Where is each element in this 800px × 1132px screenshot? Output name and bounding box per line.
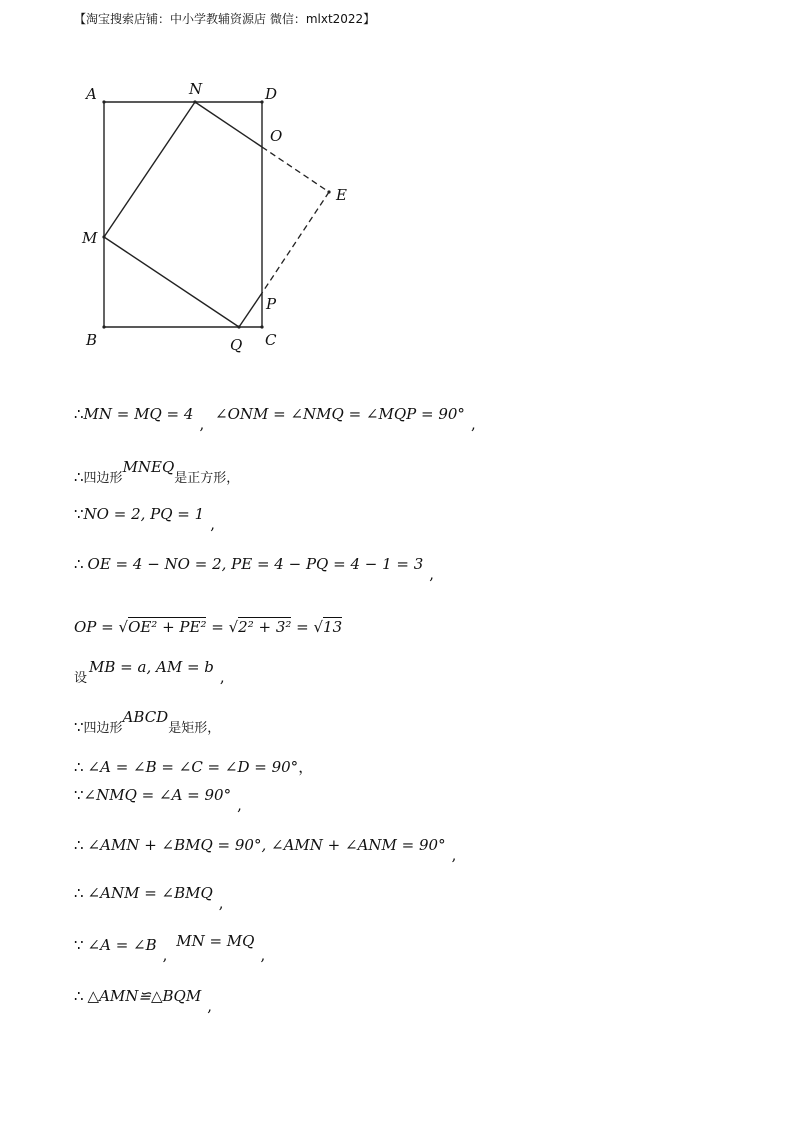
proof-line-8: ∴ ∠A = ∠B = ∠C = ∠D = 90°， bbox=[74, 758, 314, 776]
label-O: O bbox=[270, 127, 283, 145]
proof-line-1: ∴MN = MQ = 4, ∠ONM = ∠NMQ = ∠MQP = 90°, bbox=[74, 405, 476, 433]
proof-line-2: ∴四边形MNEQ是正方形， bbox=[74, 458, 240, 486]
proof-line-9: ∵∠NMQ = ∠A = 90°, bbox=[74, 786, 242, 814]
segment-MN bbox=[104, 102, 195, 237]
segment-MQ bbox=[104, 237, 239, 327]
label-D: D bbox=[265, 85, 278, 103]
proof-line-11: ∴ ∠ANM = ∠BMQ, bbox=[74, 884, 224, 912]
dashed-segment-OE bbox=[262, 147, 329, 192]
label-B: B bbox=[86, 331, 98, 349]
dashed-segment-EP bbox=[262, 192, 329, 293]
label-N: N bbox=[189, 80, 203, 98]
proof-line-13: ∴ △AMN≌△BQM, bbox=[74, 987, 212, 1015]
proof-line-12: ∵ ∠A = ∠B, MN = MQ, bbox=[74, 932, 266, 964]
segment-QP bbox=[239, 293, 262, 327]
label-P: P bbox=[266, 295, 277, 313]
label-M: M bbox=[82, 229, 98, 247]
proof-line-5: OP = √OE² + PE² = √2² + 3² = √13 bbox=[74, 618, 343, 636]
geometry-figure bbox=[0, 0, 800, 380]
page-header: 【淘宝搜索店铺：中小学教辅资源店 微信：mlxt2022】 bbox=[74, 12, 376, 26]
label-E: E bbox=[336, 186, 347, 204]
label-A: A bbox=[86, 85, 97, 103]
proof-line-7: ∵四边形ABCD是矩形， bbox=[74, 708, 221, 736]
label-Q: Q bbox=[230, 336, 243, 354]
proof-line-6: 设MB = a, AM = b, bbox=[74, 658, 225, 686]
label-C: C bbox=[265, 331, 277, 349]
proof-line-10: ∴ ∠AMN + ∠BMQ = 90°, ∠AMN + ∠ANM = 90°, bbox=[74, 836, 457, 864]
proof-line-4: ∴ OE = 4 − NO = 2, PE = 4 − PQ = 4 − 1 = 3, bbox=[74, 555, 435, 583]
proof-line-3: ∵NO = 2, PQ = 1, bbox=[74, 505, 215, 533]
segment-NO bbox=[195, 102, 262, 147]
